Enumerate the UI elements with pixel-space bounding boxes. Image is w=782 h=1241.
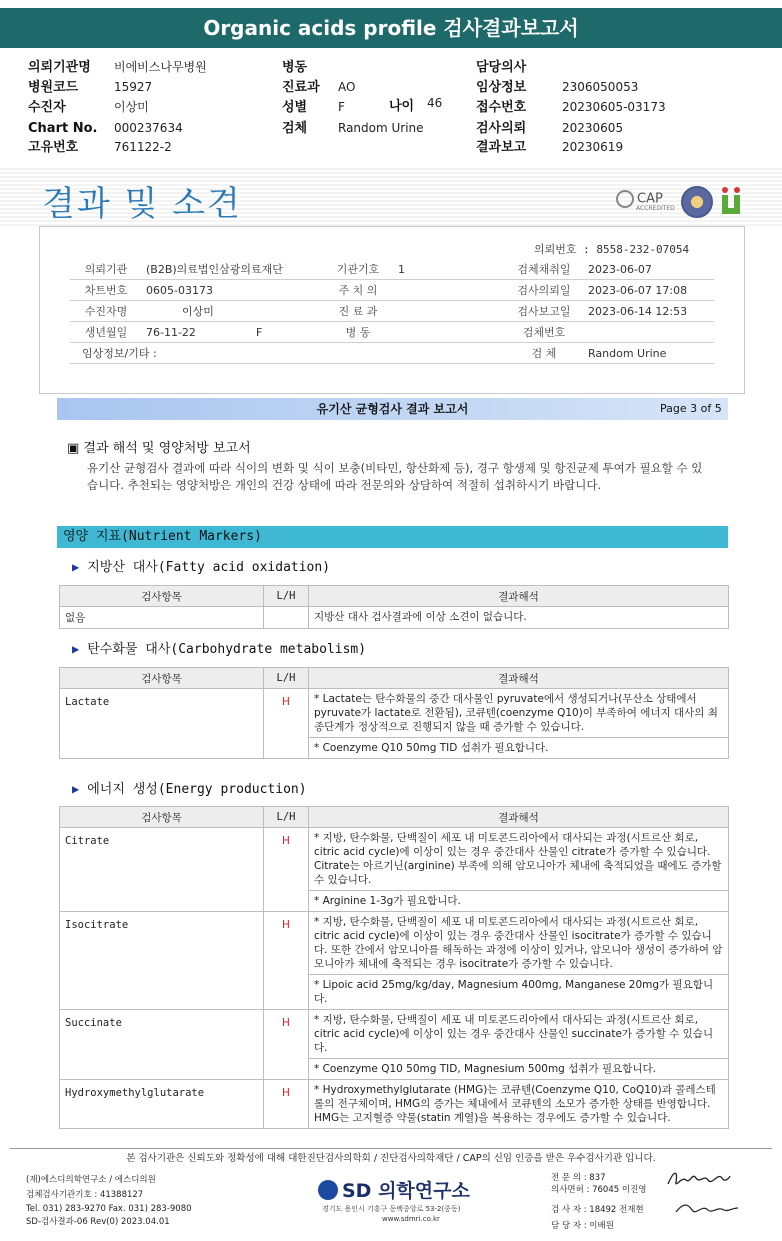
fatty-acid-heading: [72, 556, 330, 575]
info-cell: 병 동: [322, 322, 394, 343]
info-cell: 이상미: [142, 301, 322, 322]
footer-divider: [10, 1148, 772, 1149]
fatty-acid-table: [59, 585, 729, 629]
info-cell: 1: [394, 259, 504, 280]
header-field: [282, 76, 355, 95]
header-field-label: 병원코드: [28, 80, 79, 95]
info-cell: (B2B)의료법인삼광의료재단: [142, 259, 322, 280]
header-field-value: 비에비스나무병원: [114, 60, 207, 74]
header-field: [476, 76, 638, 95]
col-header-interp: 결과해석: [309, 586, 729, 607]
lh-flag: [264, 607, 309, 629]
header-field: [282, 117, 424, 136]
header-field: [476, 136, 623, 155]
info-cell: 주 치 의: [322, 280, 394, 301]
header-field-value: 2306050053: [562, 80, 639, 94]
recommendation: * Lipoic acid 25mg/kg/day, Magnesium 400mg, Manganese 20mg가 필요합니다.: [309, 975, 729, 1010]
kslm-seal-icon: [681, 186, 713, 218]
footer-lab-phone: Tel. 031) 283-9270 Fax. 031) 283-9080: [26, 1204, 192, 1214]
header-field-value: 761122-2: [114, 140, 172, 154]
table-row: [60, 1080, 729, 1129]
col-header-interp: 결과해석: [309, 668, 729, 689]
table-header-row: [60, 807, 729, 828]
lh-flag: H: [264, 1080, 309, 1129]
header-field-value: 20230619: [562, 140, 624, 154]
age-label: 나이: [389, 99, 415, 114]
info-cell: [142, 322, 322, 343]
col-header-item: 검사항목: [60, 668, 264, 689]
header-field-label: 담당의사: [476, 60, 527, 75]
header-field-value: 15927: [114, 80, 153, 94]
header-field: [28, 117, 183, 136]
physician-signature-icon: [664, 1166, 734, 1194]
header-field-value: AO: [338, 80, 356, 94]
tester-signature-icon: [672, 1196, 742, 1222]
header-field-label: 병동: [282, 60, 308, 75]
header-field: [282, 96, 345, 115]
col-header-interp: 결과해석: [309, 807, 729, 828]
lh-flag: H: [264, 689, 309, 759]
table-row: [60, 607, 729, 629]
info-cell: Random Urine: [584, 343, 714, 364]
energy-title: 에너지 생성(Energy production): [87, 782, 307, 797]
info-cell: 의뢰기관: [70, 259, 142, 280]
interpretation: * 지방, 탄수화물, 단백질이 세포 내 미토콘드리아에서 대사되는 과정(시트르산 회로, citric acid cycle)에 이상이 있는 경우 중간대사 산물인 citrate가 증가할 수 있습니다. Citrate는 아르기닌(arginine) 부족에 의해 암모니아가 체내에 축적되었을 때에도 증가할 수 있습니다.: [309, 828, 729, 891]
info-cell: 2023-06-07 17:08: [584, 280, 714, 301]
footer-physician: 의사면허 : 76045 이진영: [551, 1185, 647, 1195]
header-field-value: Random Urine: [338, 121, 424, 135]
interpretation: * 지방, 탄수화물, 단백질이 세포 내 미토콘드리아에서 대사되는 과정(시트르산 회로, citric acid cycle)에 이상이 있는 경우 중간대사 산물인 isocitrate가 증가할 수 있습니다. 또한 간에서 암모니아를 해독하는 과정에 이상이 있거나, 암모니아 생성이 증가하여 암모니아가 체내에 축적되는 경우 isocitrate가 증가할 수 있습니다.: [309, 912, 729, 975]
header-field-label: 결과보고: [476, 140, 527, 155]
footer-lab-code: 검체검사기관기호 : 41388127: [26, 1190, 144, 1200]
footer-specialist: 전 문 의 : 837: [551, 1173, 606, 1183]
triangle-bullet-icon: ▶: [72, 560, 80, 574]
info-cell: 임상정보/기타 :: [70, 343, 504, 364]
footer-url: www.sdmri.co.kr: [382, 1215, 440, 1223]
col-header-lh: L/H: [264, 807, 309, 828]
info-cell: 0605-03173: [142, 280, 322, 301]
carbohydrate-heading: [72, 638, 366, 657]
cap-circle-icon: [616, 190, 634, 208]
accreditation-note: 본 검사기관은 신뢰도와 정확성에 대해 대한진단검사의학회 / 진단검사의학재단 / CAP의 신임 인증을 받은 우수검사기관 입니다.: [126, 1153, 656, 1164]
cap-logo-text: CAP: [637, 191, 663, 207]
info-row-3: [70, 301, 714, 322]
header-field: [28, 136, 172, 155]
sd-logo-icon: [318, 1180, 338, 1200]
footer-lab-name: (재)에스디의학연구소 / 에스디의원: [26, 1175, 156, 1185]
header-field-label: 검체: [282, 121, 308, 136]
interpretation-heading: ▣ 결과 해석 및 영양처방 보고서: [67, 441, 251, 456]
item-name: Isocitrate: [60, 912, 264, 1010]
info-cell: 검사보고일: [504, 301, 584, 322]
header-field: [476, 56, 562, 75]
info-row-5: [70, 343, 714, 364]
header-field-label: 수진자: [28, 100, 66, 115]
info-row-1: [70, 259, 714, 280]
report-banner-title: Organic acids profile 검사결과보고서: [0, 8, 782, 48]
info-cell: [394, 301, 504, 322]
info-cell: [584, 322, 714, 343]
info-cell: 2023-06-07: [584, 259, 714, 280]
info-cell: 진 료 과: [322, 301, 394, 322]
header-field: [28, 76, 152, 95]
info-cell: 검 체: [504, 343, 584, 364]
table-header-row: [60, 668, 729, 689]
carbohydrate-title: 탄수화물 대사(Carbohydrate metabolism): [87, 642, 367, 657]
lh-flag: H: [264, 828, 309, 912]
nutrient-markers-title: 영양 지표(Nutrient Markers): [63, 529, 262, 544]
header-field: [28, 56, 207, 75]
recommendation: * Coenzyme Q10 50mg TID, Magnesium 500mg 섭취가 필요합니다.: [309, 1059, 729, 1080]
interpretation: * Hydroxymethylglutarate (HMG)는 코큐텐(Coenzyme Q10, CoQ10)과 콜레스테롤의 전구체이며, HMG의 증가는 체내에서 코큐텐의 소모가 증가한 상태를 반영합니다. HMG는 고지혈증 약물(statin 계열)을 복용하는 경우에도 증가할 수 있습니다.: [309, 1080, 729, 1129]
info-cell: 2023-06-14 12:53: [584, 301, 714, 322]
info-cell: [394, 322, 504, 343]
info-row-2: [70, 280, 714, 301]
cap-accredited-logo: [616, 190, 675, 212]
table-row: [60, 1010, 729, 1059]
birth-date: 76-11-22: [146, 325, 196, 339]
cap-logo-subtext: ACCREDITED: [636, 205, 675, 212]
header-field-label: 의뢰기관명: [28, 60, 91, 75]
header-field-label: 진료과: [282, 80, 320, 95]
info-cell: 차트번호: [70, 280, 142, 301]
sex: F: [255, 325, 263, 339]
header-field-label: 접수번호: [476, 100, 527, 115]
item-name: Succinate: [60, 1010, 264, 1080]
col-header-item: 검사항목: [60, 807, 264, 828]
header-field-value: 이상미: [114, 100, 149, 114]
recommendation: * Arginine 1-3g가 필요합니다.: [309, 891, 729, 912]
header-field-label: 성별: [282, 100, 308, 115]
fatty-acid-title: 지방산 대사(Fatty acid oxidation): [87, 560, 331, 575]
header-field-label: Chart No.: [28, 121, 98, 136]
info-cell: 검사의뢰일: [504, 280, 584, 301]
energy-heading: [72, 778, 307, 797]
header-field-value: 20230605: [562, 121, 624, 135]
page-title: 결과 및 소견: [42, 184, 242, 224]
sd-lab-logo: [318, 1176, 470, 1203]
info-row-4: [70, 322, 714, 343]
item-name: Citrate: [60, 828, 264, 912]
page-indicator: Page 3 of 5: [660, 402, 722, 415]
patient-info-table: [70, 259, 714, 364]
header-field-label: 고유번호: [28, 140, 79, 155]
request-number: 의뢰번호 : 8558-232-07054: [534, 243, 690, 256]
header-field: [476, 96, 666, 115]
header-field-value: 20230605-03173: [562, 100, 666, 114]
energy-table: [59, 806, 729, 1129]
footer-address: 경기도 용인시 기흥구 동백중앙로 53-2(중동): [322, 1205, 461, 1213]
table-row: [60, 912, 729, 975]
table-row: [60, 828, 729, 891]
sd-logo-text: SD 의학연구소: [342, 1180, 470, 1202]
interpretation-paragraph: 유기산 균형검사 결과에 따라 식이의 변화 및 식이 보충(비타민, 항산화제 등), 경구 항생제 및 항진균제 투여가 필요할 수 있습니다. 추천되는 영양처방은 개인의 건강 상태에 따라 전문의와 상담하여 적절히 섭취하시기 바랍니다.: [87, 461, 703, 492]
info-cell: 생년월일: [70, 322, 142, 343]
energy-table-clip: [0, 806, 782, 1144]
col-header-lh: L/H: [264, 586, 309, 607]
header-field: [476, 117, 623, 136]
table-header-row: [60, 586, 729, 607]
interpretation: * Lactate는 탄수화물의 중간 대사물인 pyruvate에서 생성되거나(무산소 상태에서 pyruvate가 lactate로 전환됨), 코큐텐(coenzyme Q10)이 부족하여 에너지 대사의 최종단계가 정상적으로 진행되지 않을 때 증가할 수 있습니다.: [309, 689, 729, 738]
table-row: [60, 689, 729, 738]
triangle-bullet-icon: ▶: [72, 642, 80, 656]
recommendation: * Coenzyme Q10 50mg TID 섭취가 필요합니다.: [309, 738, 729, 759]
header-field: [28, 96, 149, 115]
footer-tester: 검 사 자 : 18492 전재현: [551, 1205, 644, 1215]
carbohydrate-table: [59, 667, 729, 759]
footer-doc-code: SD-검사결과-06 Rev(0) 2023.04.01: [26, 1217, 170, 1227]
header-field: [282, 56, 338, 75]
info-cell: 검체채취일: [504, 259, 584, 280]
item-name: 없음: [60, 607, 264, 629]
age-value: 46: [427, 96, 443, 110]
interpretation: 지방산 대사 검사결과에 이상 소견이 없습니다.: [309, 607, 729, 629]
info-cell: 기관기호: [322, 259, 394, 280]
info-cell: [394, 280, 504, 301]
header-field-value: 000237634: [114, 121, 183, 135]
institution-logo-icon: [716, 186, 746, 216]
lh-flag: H: [264, 912, 309, 1010]
info-cell: 수진자명: [70, 301, 142, 322]
header-field-label: 임상정보: [476, 80, 527, 95]
header-field-value: F: [338, 100, 345, 114]
lh-flag: H: [264, 1010, 309, 1080]
col-header-lh: L/H: [264, 668, 309, 689]
item-name: Lactate: [60, 689, 264, 759]
item-name: Hydroxymethylglutarate: [60, 1080, 264, 1129]
interpretation: * 지방, 탄수화물, 단백질이 세포 내 미토콘드리아에서 대사되는 과정(시트르산 회로, citric acid cycle)에 이상이 있는 경우 중간대사 산물인 succinate가 증가할 수 있습니다.: [309, 1010, 729, 1059]
info-cell: 검체번호: [504, 322, 584, 343]
triangle-bullet-icon: ▶: [72, 782, 80, 796]
col-header-item: 검사항목: [60, 586, 264, 607]
report-section-title: 유기산 균형검사 결과 보고서: [316, 402, 469, 416]
header-field-label: 검사의뢰: [476, 121, 527, 136]
footer-manager: 담 당 자 : 이배원: [551, 1221, 614, 1231]
